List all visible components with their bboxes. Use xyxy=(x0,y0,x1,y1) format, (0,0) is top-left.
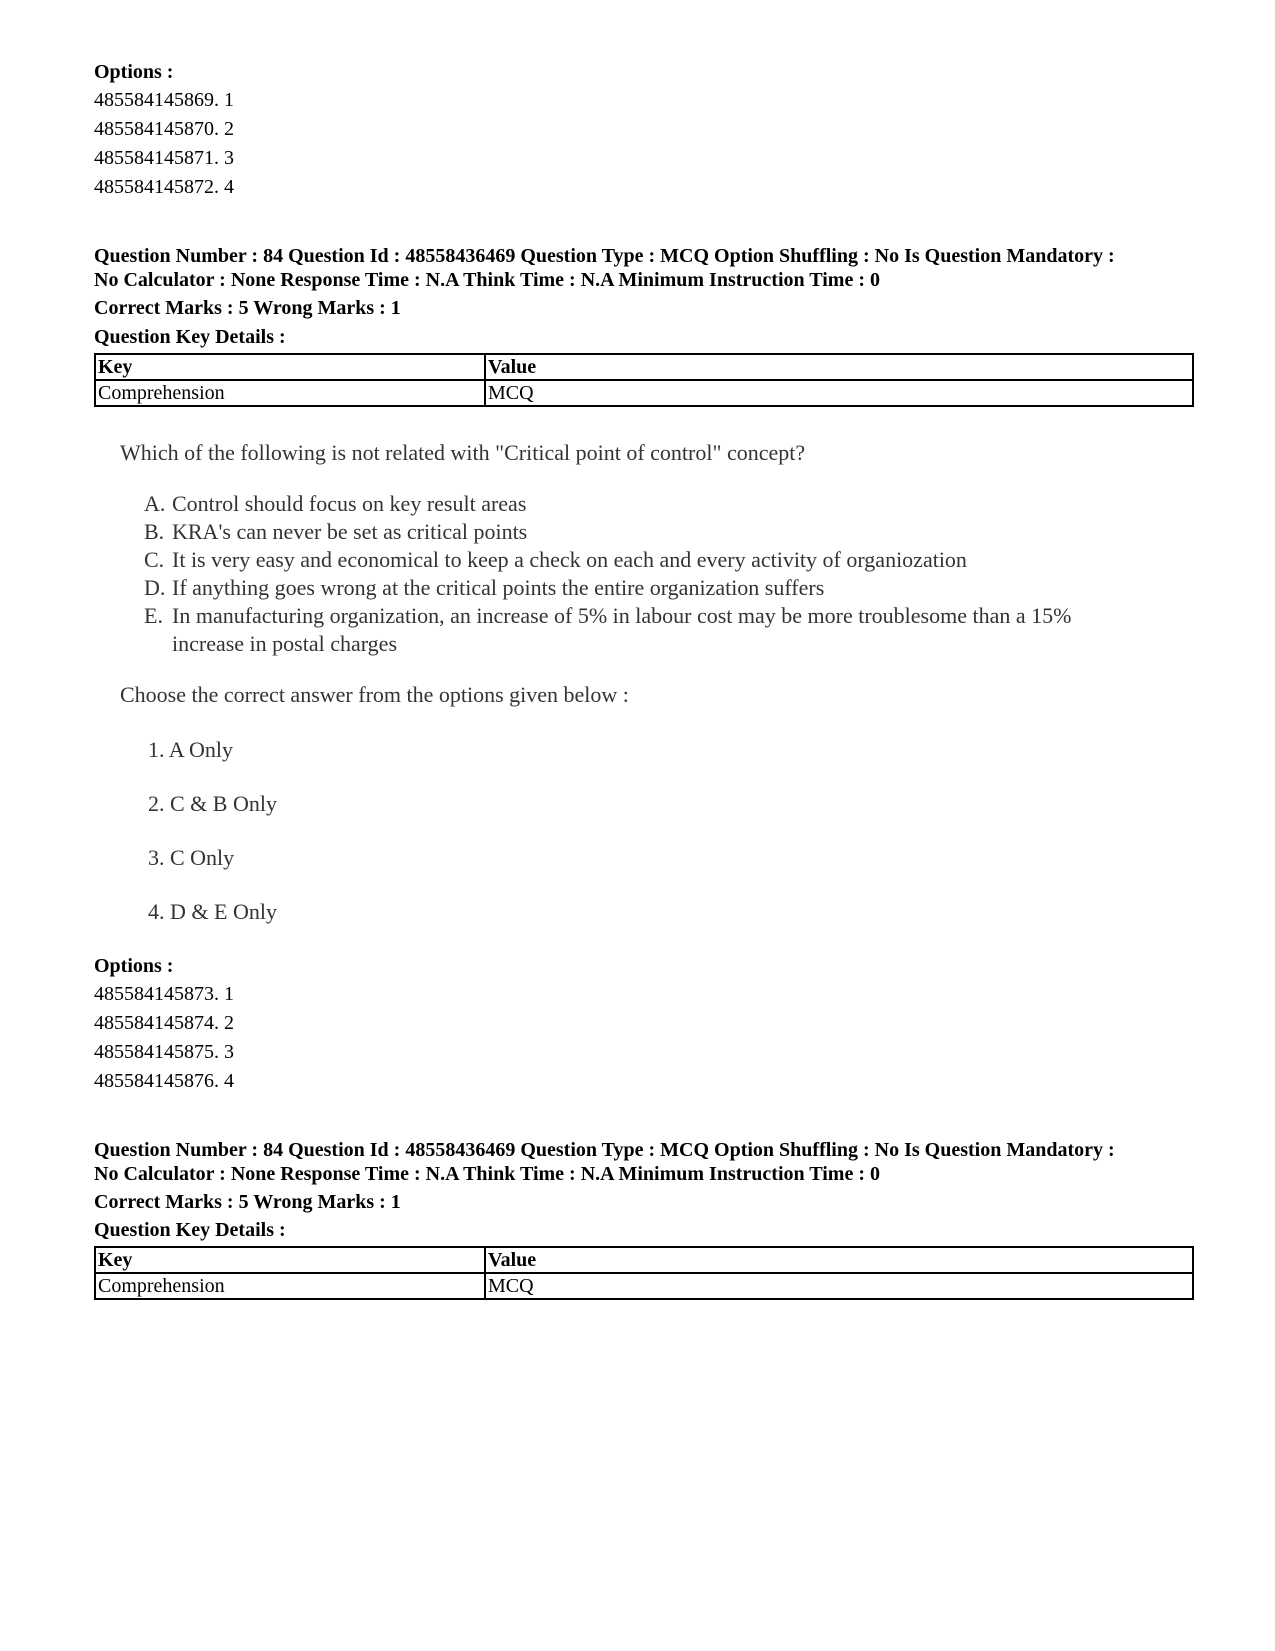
question-instruction: Choose the correct answer from the options given below : xyxy=(120,682,629,707)
statement-item xyxy=(144,546,967,574)
option-item: 485584145873. 1 xyxy=(94,983,234,1005)
choice-item: 4. D & E Only xyxy=(148,899,277,924)
question-meta-line: No Calculator : None Response Time : N.A Think Time : N.A Minimum Instruction Time : 0 xyxy=(94,269,880,291)
statement-item xyxy=(144,574,824,602)
question-meta xyxy=(94,1138,1204,1186)
option-item: 485584145870. 2 xyxy=(94,118,234,140)
key-value-table xyxy=(94,353,1194,407)
statement-letter: A. xyxy=(144,491,166,516)
table-header-row xyxy=(95,1247,1193,1273)
table-cell-key: Comprehension xyxy=(95,1273,485,1299)
question-meta-line: Question Number : 84 Question Id : 48558436469 Question Type : MCQ Option Shuffling : No Is Question Mandatory : xyxy=(94,245,1115,267)
choice-item: 1. A Only xyxy=(148,737,233,762)
statement-text: In manufacturing organization, an increase of 5% in labour cost may be more troublesome than a 15% xyxy=(172,603,1072,628)
table-cell-value: MCQ xyxy=(485,1273,1193,1299)
key-details-heading: Question Key Details : xyxy=(94,1219,286,1241)
statement-letter: C. xyxy=(144,547,165,572)
marks-line: Correct Marks : 5 Wrong Marks : 1 xyxy=(94,1191,401,1213)
option-item: 485584145875. 3 xyxy=(94,1041,234,1063)
options-list xyxy=(94,86,234,202)
statement-text: If anything goes wrong at the critical points the entire organization suffers xyxy=(172,575,825,600)
question-meta-line: No Calculator : None Response Time : N.A Think Time : N.A Minimum Instruction Time : 0 xyxy=(94,1163,880,1185)
table-header-value: Value xyxy=(485,354,1193,380)
key-details-heading: Question Key Details : xyxy=(94,326,286,348)
statement-text: increase in postal charges xyxy=(172,631,398,656)
statement-letter: B. xyxy=(144,519,165,544)
statement-text: It is very easy and economical to keep a check on each and every activity of organiozation xyxy=(172,547,967,572)
statement-text: Control should focus on key result areas xyxy=(172,491,527,516)
question-stem: Which of the following is not related with "Critical point of control" concept? xyxy=(120,440,806,465)
table-header-key: Key xyxy=(95,354,485,380)
table-cell-value: MCQ xyxy=(485,380,1193,406)
question-meta xyxy=(94,244,1204,292)
option-item: 485584145876. 4 xyxy=(94,1070,234,1092)
statement-text: KRA's can never be set as critical points xyxy=(172,519,528,544)
statement-letter: D. xyxy=(144,575,166,600)
key-value-table xyxy=(94,1246,1194,1300)
option-item: 485584145871. 3 xyxy=(94,147,234,169)
option-item: 485584145869. 1 xyxy=(94,89,234,111)
option-item: 485584145872. 4 xyxy=(94,176,234,198)
options-heading: Options : xyxy=(94,61,174,83)
statement-item xyxy=(144,630,397,658)
statement-item xyxy=(144,490,526,518)
table-header-row xyxy=(95,354,1193,380)
statement-item xyxy=(144,518,527,546)
choice-item: 3. C Only xyxy=(148,845,235,870)
table-row xyxy=(95,380,1193,406)
marks-line: Correct Marks : 5 Wrong Marks : 1 xyxy=(94,297,401,319)
statement-letter: E. xyxy=(144,603,163,628)
statement-item xyxy=(144,602,1071,630)
question-meta-line: Question Number : 84 Question Id : 48558436469 Question Type : MCQ Option Shuffling : No Is Question Mandatory : xyxy=(94,1139,1115,1161)
table-row xyxy=(95,1273,1193,1299)
choice-item: 2. C & B Only xyxy=(148,791,277,816)
table-header-value: Value xyxy=(485,1247,1193,1273)
table-cell-key: Comprehension xyxy=(95,380,485,406)
table-header-key: Key xyxy=(95,1247,485,1273)
options-list xyxy=(94,980,234,1096)
option-item: 485584145874. 2 xyxy=(94,1012,234,1034)
options-heading: Options : xyxy=(94,955,174,977)
